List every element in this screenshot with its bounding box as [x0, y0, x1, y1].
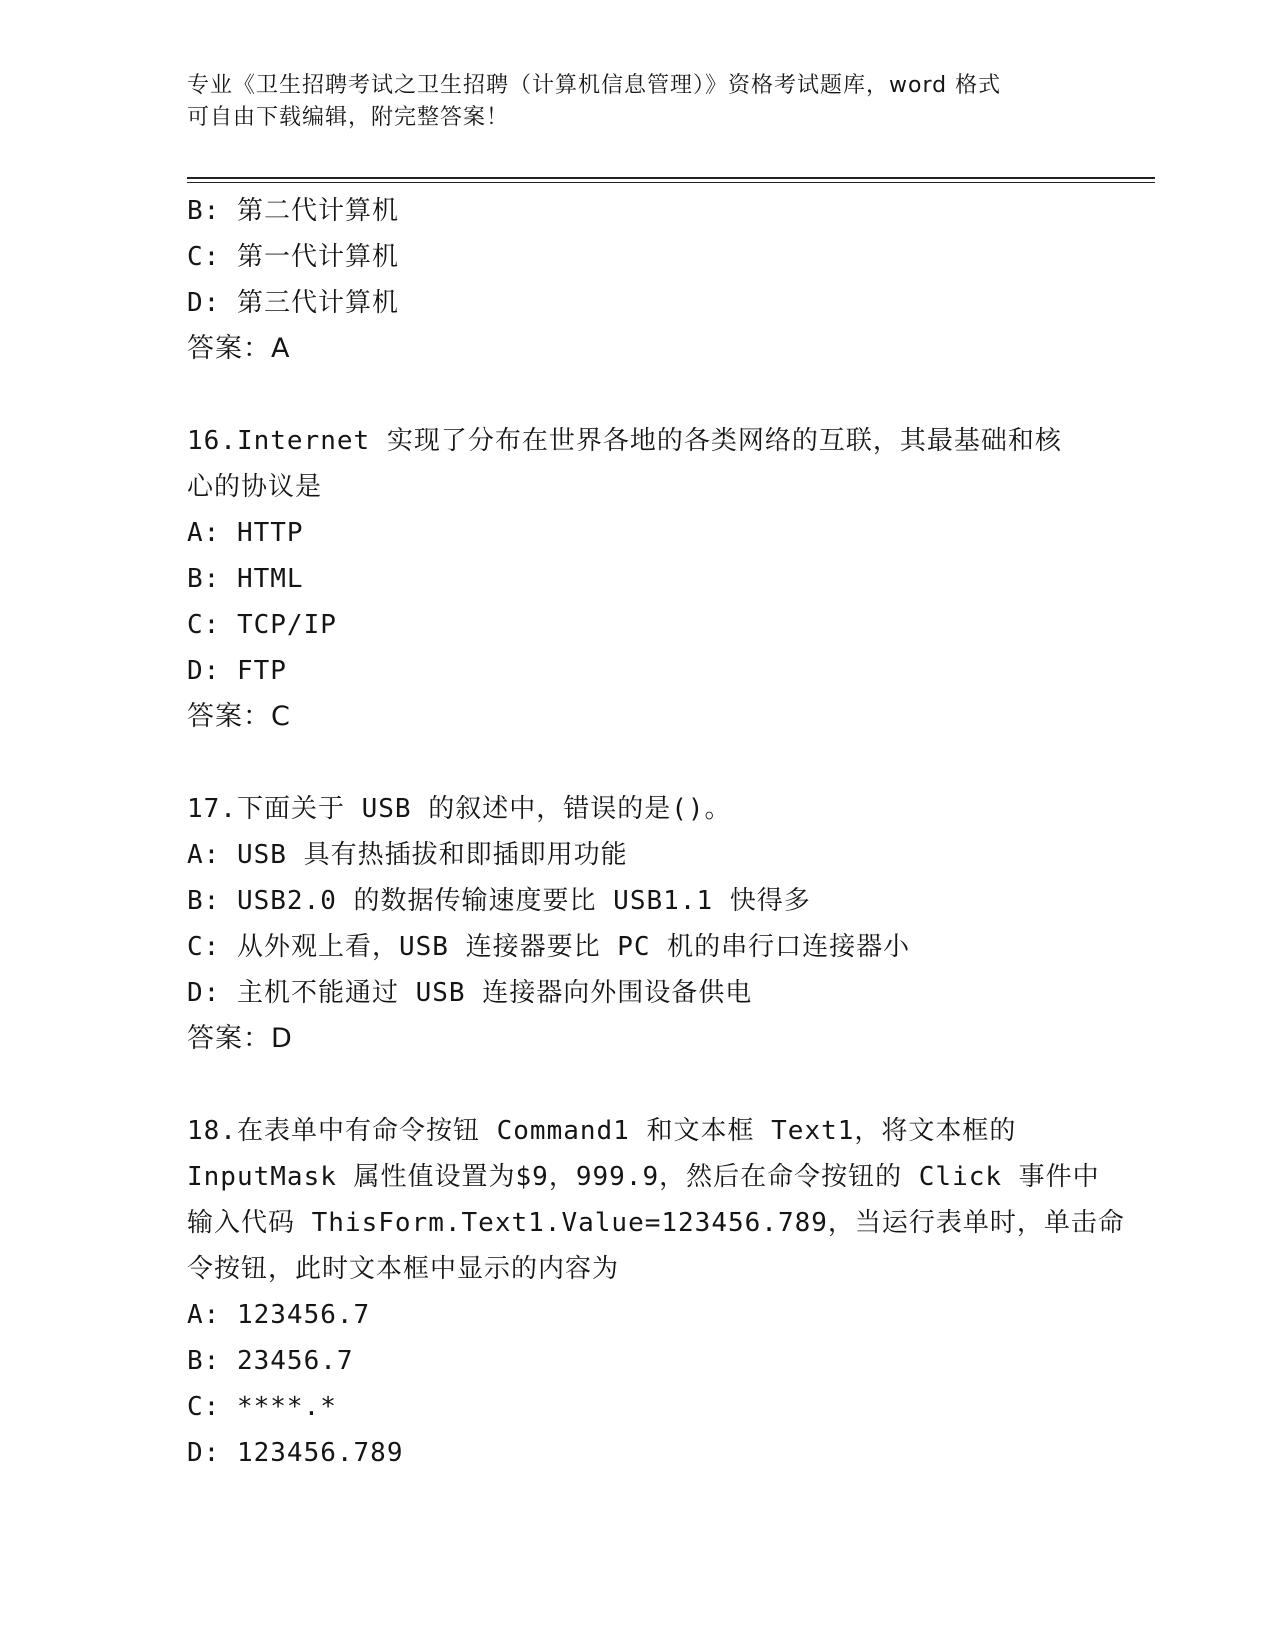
question-stem-line: 输入代码 ThisForm.Text1.Value=123456.789，当运行表单时，单击命	[187, 1208, 1125, 1238]
option-b: B: 第二代计算机	[187, 196, 399, 226]
option-c: C: TCP/IP	[187, 610, 337, 640]
option-c: C: ****.*	[187, 1392, 337, 1422]
question-stem-line: 17.下面关于 USB 的叙述中，错误的是()。	[187, 794, 732, 824]
spacer	[187, 740, 1087, 786]
option-a: A: 123456.7	[187, 1300, 371, 1330]
question-content	[187, 188, 1125, 1476]
header-divider-thick	[187, 177, 1155, 179]
answer-line: 答案：A	[187, 333, 291, 364]
question-18	[187, 1108, 1125, 1476]
question-17	[187, 786, 1087, 1062]
document-header	[187, 70, 1087, 134]
header-divider-thin	[187, 182, 1155, 183]
option-d: D: 第三代计算机	[187, 288, 399, 318]
question-stem-line: InputMask 属性值设置为$9，999.9，然后在命令按钮的 Click 事件中	[187, 1162, 1100, 1192]
question-stem-line: 令按钮，此时文本框中显示的内容为	[187, 1254, 620, 1284]
option-a: A: HTTP	[187, 518, 304, 548]
option-c: C: 第一代计算机	[187, 242, 399, 272]
option-d: D: 123456.789	[187, 1438, 404, 1468]
option-b: B: HTML	[187, 564, 304, 594]
option-d: D: FTP	[187, 656, 287, 686]
option-b: B: 23456.7	[187, 1346, 354, 1376]
question-stem-line: 16.Internet 实现了分布在世界各地的各类网络的互联，其最基础和核	[187, 426, 1062, 456]
option-c: C: 从外观上看，USB 连接器要比 PC 机的串行口连接器小	[187, 932, 911, 962]
question-15	[187, 188, 1087, 372]
spacer	[187, 1062, 1087, 1108]
header-line-2: 可自由下载编辑，附完整答案！	[187, 105, 510, 130]
header-line-1: 专业《卫生招聘考试之卫生招聘（计算机信息管理）》资格考试题库，word 格式	[187, 73, 1002, 98]
question-stem-line: 18.在表单中有命令按钮 Command1 和文本框 Text1，将文本框的	[187, 1116, 1017, 1146]
answer-line: 答案：C	[187, 701, 291, 732]
option-a: A: USB 具有热插拔和即插即用功能	[187, 840, 628, 870]
question-stem-line: 心的协议是	[187, 472, 323, 502]
question-16	[187, 418, 1087, 740]
option-b: B: USB2.0 的数据传输速度要比 USB1.1 快得多	[187, 886, 811, 916]
option-d: D: 主机不能通过 USB 连接器向外围设备供电	[187, 978, 753, 1008]
spacer	[187, 372, 1087, 418]
answer-line: 答案：D	[187, 1023, 293, 1054]
